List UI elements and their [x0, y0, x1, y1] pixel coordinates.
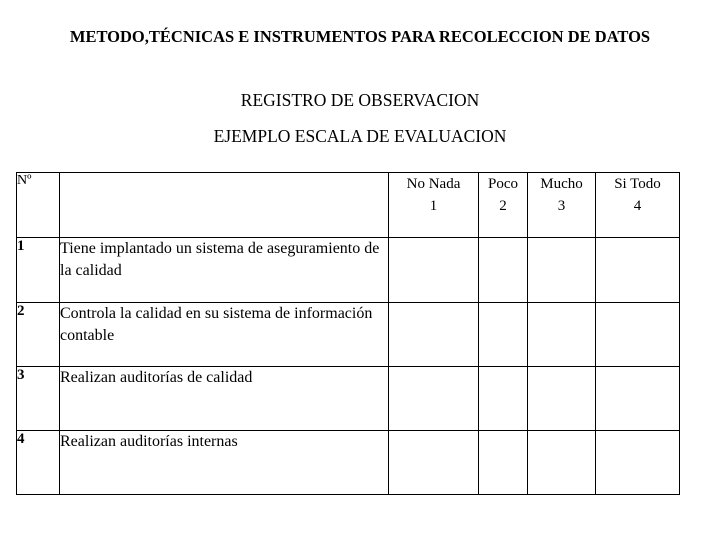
- score-cell: [596, 303, 680, 367]
- score-cell: [528, 303, 596, 367]
- score-cell: [528, 238, 596, 303]
- table-row: [17, 367, 680, 431]
- table-header-row: [17, 173, 680, 238]
- score-cell: [479, 303, 528, 367]
- row-number: 3: [17, 367, 60, 431]
- scale-header-1: [389, 173, 479, 238]
- score-cell: [389, 431, 479, 495]
- scale-value: 4: [633, 198, 642, 214]
- row-number: 2: [17, 303, 60, 367]
- row-text: Realizan auditorías internas: [60, 431, 389, 495]
- score-cell: [528, 431, 596, 495]
- row-text: Realizan auditorías de calidad: [60, 367, 389, 431]
- score-cell: [596, 431, 680, 495]
- table-row: [17, 303, 680, 367]
- score-cell: [479, 238, 528, 303]
- scale-header-3: [528, 173, 596, 238]
- score-cell: [479, 431, 528, 495]
- page-title: METODO,TÉCNICAS E INSTRUMENTOS PARA RECOLECCION DE DATOS: [69, 27, 651, 46]
- score-cell: [389, 238, 479, 303]
- row-number: 4: [17, 431, 60, 495]
- score-cell: [479, 367, 528, 431]
- evaluation-table: [16, 172, 680, 495]
- example-heading: EJEMPLO ESCALA DE EVALUACION: [213, 126, 507, 146]
- scale-value: 2: [499, 198, 507, 214]
- row-number: 1: [17, 238, 60, 303]
- scale-header-4: [596, 173, 680, 238]
- score-cell: [596, 238, 680, 303]
- item-header-cell: [60, 173, 389, 238]
- score-cell: [389, 303, 479, 367]
- scale-value: 1: [429, 198, 438, 214]
- score-cell: [596, 367, 680, 431]
- scale-label: No Nada: [406, 176, 461, 192]
- score-cell: [389, 367, 479, 431]
- subtitle: REGISTRO DE OBSERVACION: [240, 90, 480, 110]
- number-header: Nº: [17, 173, 60, 238]
- row-text: Controla la calidad en su sistema de información contable: [60, 303, 389, 367]
- scale-label: Mucho: [540, 176, 583, 192]
- table-row: [17, 238, 680, 303]
- scale-label: Si Todo: [614, 176, 661, 192]
- row-text: Tiene implantado un sistema de aseguramiento de la calidad: [60, 238, 389, 303]
- score-cell: [528, 367, 596, 431]
- table-row: [17, 431, 680, 495]
- scale-label: Poco: [488, 176, 518, 192]
- scale-header-2: [479, 173, 528, 238]
- scale-value: 3: [557, 198, 566, 214]
